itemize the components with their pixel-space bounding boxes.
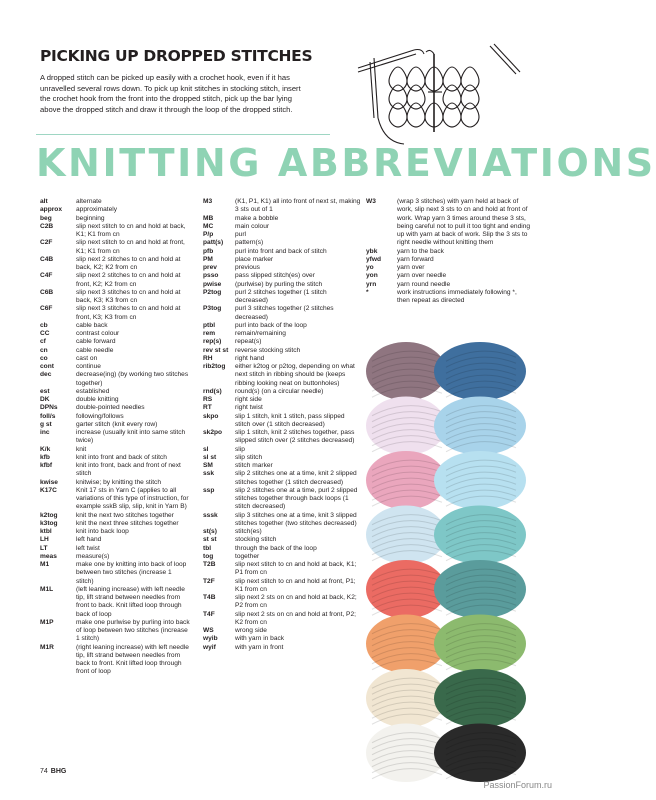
abbreviation-entry (40, 363, 190, 371)
abbreviation-term: ptbl (203, 321, 216, 329)
abbreviation-definition: measure(s) (76, 552, 110, 560)
abbreviation-definition: continue (76, 363, 101, 370)
abbreviation-term: prev (203, 264, 217, 271)
abbreviation-entry (40, 512, 190, 520)
abbreviation-term: M1R (40, 643, 54, 651)
abbreviation-definition: yarn round needle (397, 280, 451, 288)
abbreviation-definition: slip next 2 sts on cn and hold at back, K2; P2 from cn (235, 594, 357, 610)
abbreviation-term: patt(s) (203, 239, 224, 247)
abbreviation-entry (40, 355, 190, 363)
abbreviation-term: P3tog (203, 305, 222, 313)
abbreviation-definition: purl 2 stitches together (1 stitch decreased) (235, 288, 327, 304)
abbreviation-term: T2B (203, 561, 216, 568)
abbreviation-entry (203, 635, 361, 643)
abbreviation-term: approx (40, 206, 62, 214)
yarn-ball (434, 724, 526, 783)
abbreviation-definition: together (235, 552, 260, 560)
abbreviation-term: rev st st (203, 346, 229, 354)
abbreviation-entry (366, 289, 531, 306)
abbreviation-entry (203, 594, 361, 611)
abbreviation-entry (203, 281, 361, 289)
abbreviation-definition: slip stitch (235, 453, 263, 461)
yarn-ball (434, 397, 526, 456)
abbreviation-definition: knit into front and back of stitch (76, 453, 167, 461)
abbreviation-term: CC (40, 330, 50, 337)
abbreviation-entry (203, 198, 361, 215)
abbreviation-term: M3 (203, 198, 213, 205)
abbreviation-entry (40, 256, 190, 273)
abbreviation-entry (40, 404, 190, 412)
abbreviation-term: yo (366, 264, 374, 271)
abbreviation-definition: reverse stocking stitch (235, 346, 301, 354)
abbreviation-term: sl (203, 445, 209, 453)
abbreviation-entry (40, 272, 190, 289)
abbreviation-definition: with yarn in back (235, 635, 285, 643)
abbreviation-entry (40, 239, 190, 256)
abbreviation-entry (203, 347, 361, 355)
abbreviation-entry (40, 421, 190, 429)
abbreviation-definition: slip 1 stitch, knit 2 stitches together, pass slipped stitch over (2 stitches decreased) (235, 429, 355, 445)
abbreviation-term: cn (40, 346, 48, 354)
abbreviation-entry (40, 454, 190, 462)
abbreviation-term: cf (40, 338, 46, 346)
abbreviation-term: alt (40, 198, 48, 205)
abbreviation-definition: purl 3 stitches together (2 stitches decreased) (235, 305, 334, 321)
abbreviation-term: PM (203, 255, 213, 263)
yarn-ball (434, 342, 526, 401)
abbreviation-definition: purl into front and back of stitch (235, 247, 327, 255)
abbreviation-definition: slip next stitch to cn and hold at front, K1; K1 from cn (76, 239, 185, 255)
abbreviation-term: co (40, 354, 48, 362)
abbreviation-entry (203, 429, 361, 446)
abbreviation-definition: stocking stitch (235, 536, 277, 544)
abbreviation-definition: yarn to the back (397, 247, 444, 255)
abbreviation-entry (203, 462, 361, 470)
title-rule (36, 134, 330, 135)
abbreviation-term: C4B (40, 255, 54, 263)
abbreviation-entry (40, 545, 190, 553)
abbreviation-column-1 (40, 198, 190, 677)
abbreviation-term: cb (40, 321, 48, 329)
abbreviation-term: M1P (40, 618, 54, 626)
abbreviation-term: RS (203, 396, 213, 403)
yarn-ball (434, 669, 526, 728)
abbreviation-entry (40, 388, 190, 396)
yarn-ball (434, 451, 526, 510)
abbreviation-term: kfbf (40, 462, 53, 469)
abbreviation-term: RH (203, 354, 213, 362)
abbreviation-entry (203, 322, 361, 330)
yarn-ball (434, 615, 526, 674)
abbreviation-entry (40, 479, 190, 487)
abbreviation-definition: round(s) (on a circular needle) (235, 387, 324, 395)
abbreviation-term: rem (203, 330, 216, 337)
abbreviation-term: C6B (40, 288, 54, 296)
abbreviation-definition: garter stitch (knit every row) (76, 420, 158, 428)
abbreviation-definition: Knit 17 sts in Yarn C (applies to all variations of this type of instruction, for example sskB slip, slip, knit in Yarn B) (76, 486, 189, 511)
abbreviation-term: k3tog (40, 519, 58, 527)
yarn-balls-photo (368, 342, 526, 778)
abbreviation-term: K17C (40, 486, 57, 494)
abbreviation-term: M1 (40, 561, 50, 568)
abbreviation-definition: beginning (76, 214, 105, 222)
abbreviation-entry (203, 487, 361, 512)
abbreviation-term: tog (203, 552, 214, 560)
abbreviation-definition: slip 2 stitches one at a time, purl 2 slipped stitches together through back loops (1 stitch decreased) (235, 486, 358, 511)
abbreviation-entry (203, 388, 361, 396)
abbreviation-definition: stitch marker (235, 462, 273, 469)
abbreviation-term: C4F (40, 272, 53, 280)
abbreviation-definition: knit (76, 445, 87, 453)
abbreviation-entry (40, 396, 190, 404)
abbreviation-term: * (366, 288, 369, 296)
abbreviation-definition: left hand (76, 536, 102, 544)
abbreviation-definition: knit into front, back and front of next stitch (76, 462, 181, 478)
abbreviation-definition: slip next 2 stitches to cn and hold at back, K2; K2 from cn (76, 255, 181, 271)
abbreviation-definition: yarn forward (397, 255, 434, 263)
abbreviation-definition: right twist (235, 404, 263, 412)
abbreviation-term: st st (203, 536, 217, 544)
abbreviation-term: k2tog (40, 511, 58, 519)
abbreviation-definition: double-pointed needles (76, 404, 145, 412)
abbreviation-entry (203, 644, 361, 652)
abbreviation-entry (366, 256, 531, 264)
abbreviation-definition: approximately (76, 206, 118, 214)
abbreviation-entry (40, 330, 190, 338)
abbreviation-term: T4B (203, 594, 216, 601)
abbreviation-term: meas (40, 552, 57, 560)
abbreviation-term: LT (40, 544, 48, 552)
abbreviation-definition: slip next 3 stitches to cn and hold at back, K3; K3 from cn (76, 288, 181, 304)
abbreviation-term: wyif (203, 643, 216, 651)
abbreviation-term: P/p (203, 231, 214, 238)
abbreviation-definition: place marker (235, 255, 274, 263)
abbreviation-definition: purl (235, 231, 246, 238)
abbreviation-term: LH (40, 536, 49, 544)
abbreviation-definition: make one by knitting into back of loop between two stitches (increase 1 stitch) (76, 561, 187, 585)
abbreviation-entry (203, 561, 361, 578)
abbreviation-term: T2F (203, 577, 215, 585)
abbreviation-term: MB (203, 214, 214, 222)
abbreviation-entry (40, 561, 190, 586)
abbreviation-entry (203, 272, 361, 280)
abbreviation-entry (203, 611, 361, 628)
dropped-stitches-body: A dropped stitch can be picked up easily with a crochet hook, even if it has unravelled several rows down. To pick up knit stitches in stocking stitch, insert the crochet hook from the front into the dropped stitch, pick up the bar lying above the dropped stitch and draw it through the loop of the dropped stitch. (40, 73, 301, 114)
yarn-ball (434, 560, 526, 619)
abbreviation-term: pwise (203, 280, 222, 288)
abbreviation-term: tbl (203, 544, 212, 552)
abbreviation-term: M1L (40, 585, 54, 593)
abbreviation-term: C2F (40, 239, 53, 247)
abbreviation-definition: with yarn in front (235, 643, 284, 651)
abbreviation-entry (203, 264, 361, 272)
abbreviation-definition: slip next stitch to cn and hold at back, K1; K1 from cn (76, 222, 186, 238)
abbreviation-term: ktbl (40, 528, 52, 535)
abbreviation-definition: (K1, P1, K1) all into front of next st, making 3 sts out of 1 (235, 198, 361, 214)
magazine-brand: BHG (50, 768, 67, 775)
abbreviation-definition: repeat(s) (235, 338, 262, 346)
abbreviation-definition: contrast colour (76, 330, 120, 337)
abbreviation-term: foll/s (40, 412, 56, 420)
abbreviation-definition: slip next 2 sts on cn and hold at front, P2; K2 from cn (235, 610, 356, 626)
abbreviation-entry (203, 578, 361, 595)
abbreviation-term: g st (40, 420, 52, 428)
abbreviation-term: ybk (366, 247, 378, 255)
abbreviation-term: T4F (203, 610, 215, 618)
abbreviation-entry (203, 413, 361, 430)
abbreviation-definition: knit the next three stitches together (76, 519, 179, 527)
abbreviation-entry (203, 528, 361, 536)
abbreviation-definition: slip 2 stitches one at a time, knit 2 slipped stitches together (1 stitch decreased) (235, 470, 357, 486)
abbreviation-term: skpo (203, 412, 219, 420)
abbreviation-entry (40, 446, 190, 454)
abbreviation-definition: slip next 2 stitches to cn and hold at front, K2; K2 from cn (76, 272, 181, 288)
abbreviation-entry (366, 281, 531, 289)
abbreviation-entry (203, 239, 361, 247)
abbreviation-term: kwise (40, 478, 58, 486)
abbreviation-definition: pass slipped stitch(es) over (235, 272, 315, 280)
abbreviation-entry (203, 396, 361, 404)
abbreviation-definition: purl into back of the loop (235, 321, 307, 329)
abbreviation-definition: yarn over (397, 264, 425, 271)
abbreviation-definition: yarn over needle (397, 272, 447, 280)
abbreviation-entry (203, 545, 361, 553)
abbreviation-entry (40, 462, 190, 479)
abbreviation-definition: slip next 3 stitches to cn and hold at front, K3; K3 from cn (76, 305, 181, 321)
abbreviation-entry (40, 487, 190, 512)
abbreviation-entry (40, 322, 190, 330)
abbreviation-entry (40, 223, 190, 240)
abbreviation-term: dec (40, 371, 52, 379)
abbreviation-definition: right hand (235, 354, 265, 362)
abbreviation-entry (203, 231, 361, 239)
abbreviation-term: ssp (203, 486, 215, 494)
abbreviation-term: pfb (203, 247, 214, 255)
abbreviation-definition: double knitting (76, 396, 119, 403)
abbreviation-definition: slip 1 stitch, knit 1 stitch, pass slipped stitch over (1 stitch decreased) (235, 412, 345, 428)
abbreviation-entry (40, 371, 190, 388)
abbreviation-term: sl st (203, 453, 217, 461)
abbreviation-term: rep(s) (203, 338, 222, 346)
abbreviation-term: inc (40, 429, 50, 436)
abbreviation-entry (203, 512, 361, 529)
abbreviation-entry (40, 215, 190, 223)
abbreviation-definition: remain/remaining (235, 330, 286, 337)
abbreviation-term: kfb (40, 453, 50, 461)
abbreviation-term: P2tog (203, 288, 222, 296)
abbreviation-entry (40, 347, 190, 355)
abbreviation-term: MC (203, 222, 214, 230)
abbreviation-entry (203, 536, 361, 544)
abbreviation-term: yrn (366, 280, 377, 288)
abbreviation-entry (203, 223, 361, 231)
abbreviation-definition: wrong side (235, 627, 267, 634)
abbreviation-term: yfwd (366, 255, 382, 263)
abbreviation-entry (40, 528, 190, 536)
abbreviation-entry (40, 520, 190, 528)
abbreviation-definition: cable forward (76, 338, 116, 346)
abbreviation-entry (203, 338, 361, 346)
abbreviation-entry (40, 619, 190, 644)
abbreviation-term: psso (203, 272, 219, 280)
abbreviation-entry (40, 536, 190, 544)
abbreviation-term: SM (203, 462, 213, 469)
abbreviation-entry (203, 305, 361, 322)
abbreviation-definition: make one purlwise by purling into back of loop between two stitches (increase 1 stitch) (76, 618, 190, 643)
abbreviation-entry (40, 206, 190, 214)
yarn-ball (434, 506, 526, 565)
abbreviation-definition: decrease(ing) (by working two stitches together) (76, 371, 189, 387)
abbreviation-term: ssk (203, 470, 215, 478)
abbreviation-definition: cast on (76, 354, 98, 362)
abbreviation-definition: stitch(es) (235, 528, 262, 535)
abbreviation-entry (203, 446, 361, 454)
abbreviation-term: rnd(s) (203, 387, 222, 395)
abbreviation-entry (203, 215, 361, 223)
abbreviation-entry (203, 404, 361, 412)
abbreviation-term: sssk (203, 511, 218, 519)
dropped-stitches-title: PICKING UP DROPPED STITCHES (40, 47, 313, 65)
abbreviation-definition: alternate (76, 198, 102, 205)
abbreviation-term: RT (203, 404, 212, 412)
abbreviation-entry (203, 363, 361, 388)
abbreviation-definition: increase (usually knit into same stitch twice) (76, 429, 186, 445)
abbreviation-term: est (40, 387, 50, 395)
knitting-abbreviations-heading: KNITTING ABBREVIATIONS (36, 141, 656, 185)
abbreviation-definition: knitwise; by knitting the stitch (76, 478, 162, 486)
abbreviation-definition: (right leaning increase) with left needle tip, lift strand between needles from back to front. Knit lifted loop through front of loop (76, 643, 189, 676)
abbreviation-entry (40, 586, 190, 619)
abbreviation-term: beg (40, 214, 52, 222)
abbreviation-entry (40, 338, 190, 346)
abbreviation-entry (203, 330, 361, 338)
abbreviation-term: st(s) (203, 528, 217, 535)
crochet-hook-illustration (344, 32, 534, 147)
abbreviation-definition: make a bobble (235, 214, 279, 222)
abbreviation-entry (203, 248, 361, 256)
abbreviation-entry (203, 470, 361, 487)
abbreviation-term: K/k (40, 445, 51, 453)
abbreviation-term: cont (40, 363, 54, 370)
abbreviation-definition: cable back (76, 321, 108, 329)
abbreviation-entry (40, 553, 190, 561)
abbreviation-entry (366, 264, 531, 272)
abbreviation-entry (203, 289, 361, 306)
abbreviation-entry (366, 198, 531, 248)
abbreviation-term: wyib (203, 635, 218, 643)
abbreviation-definition: following/follows (76, 412, 124, 420)
abbreviation-definition: slip 3 stitches one at a time, knit 3 slipped stitches together (two stitches decreased) (235, 511, 357, 527)
abbreviation-definition: established (76, 387, 110, 395)
abbreviation-definition: through the back of the loop (235, 544, 317, 552)
abbreviation-term: C6F (40, 305, 53, 313)
abbreviation-definition: slip (235, 445, 245, 453)
abbreviation-definition: (wrap 3 stitches) with yarn held at back of work, slip next 3 sts to cn and hold at front of work. Wrap yarn 3 times around these 3 sts, being careful not to pull it too tight and ending up with yarn at back of work. Slip the 3 sts to right needle without knitting them (397, 198, 531, 247)
abbreviation-entry (203, 454, 361, 462)
abbreviation-term: DPNs (40, 404, 58, 412)
abbreviation-definition: knit into back loop (76, 528, 129, 535)
abbreviation-column-2 (203, 198, 361, 652)
abbreviation-term: yon (366, 272, 378, 280)
abbreviation-term: DK (40, 396, 50, 403)
abbreviation-definition: left twist (76, 544, 100, 552)
abbreviation-term: C2B (40, 222, 54, 230)
abbreviation-entry (40, 198, 190, 206)
abbreviation-entry (366, 272, 531, 280)
abbreviation-definition: main colour (235, 222, 270, 230)
abbreviation-definition: (left leaning increase) with left needle tip, lift strand between needles from front to back. Knit lifted loop through back of loop (76, 585, 185, 618)
abbreviation-definition: slip next stitch to cn and hold at back, K1; P1 from cn (235, 561, 357, 577)
abbreviation-definition: (purlwise) by purling the stitch (235, 280, 323, 288)
abbreviation-entry (203, 355, 361, 363)
abbreviation-definition: slip next stitch to cn and hold at front, P1; K1 from cn (235, 577, 356, 593)
page-folio (40, 768, 66, 775)
abbreviation-term: W3 (366, 198, 376, 205)
abbreviation-entry (40, 289, 190, 306)
abbreviation-entry (203, 553, 361, 561)
page-number: 74 (40, 768, 48, 775)
watermark: PassionForum.ru (483, 780, 552, 790)
abbreviation-definition: either k2tog or p2tog, depending on what next stitch in ribbing should be (keeps ribbing looking neat on buttonholes) (235, 363, 355, 387)
abbreviation-entry (40, 429, 190, 446)
abbreviation-entry (40, 413, 190, 421)
abbreviation-entry (366, 248, 531, 256)
abbreviation-entry (203, 256, 361, 264)
abbreviation-entry (203, 627, 361, 635)
abbreviation-definition: knit the next two stitches together (76, 511, 174, 519)
abbreviation-definition: right side (235, 396, 262, 403)
abbreviation-column-3 (366, 198, 531, 305)
abbreviation-term: WS (203, 627, 214, 634)
abbreviation-entry (40, 644, 190, 677)
abbreviation-definition: cable needle (76, 346, 114, 354)
abbreviation-definition: work instructions immediately following *, then repeat as directed (397, 288, 517, 304)
abbreviation-term: rib2tog (203, 363, 226, 370)
abbreviation-definition: previous (235, 264, 260, 271)
abbreviation-definition: pattern(s) (235, 239, 264, 247)
abbreviation-entry (40, 305, 190, 322)
abbreviation-term: sk2po (203, 429, 223, 436)
